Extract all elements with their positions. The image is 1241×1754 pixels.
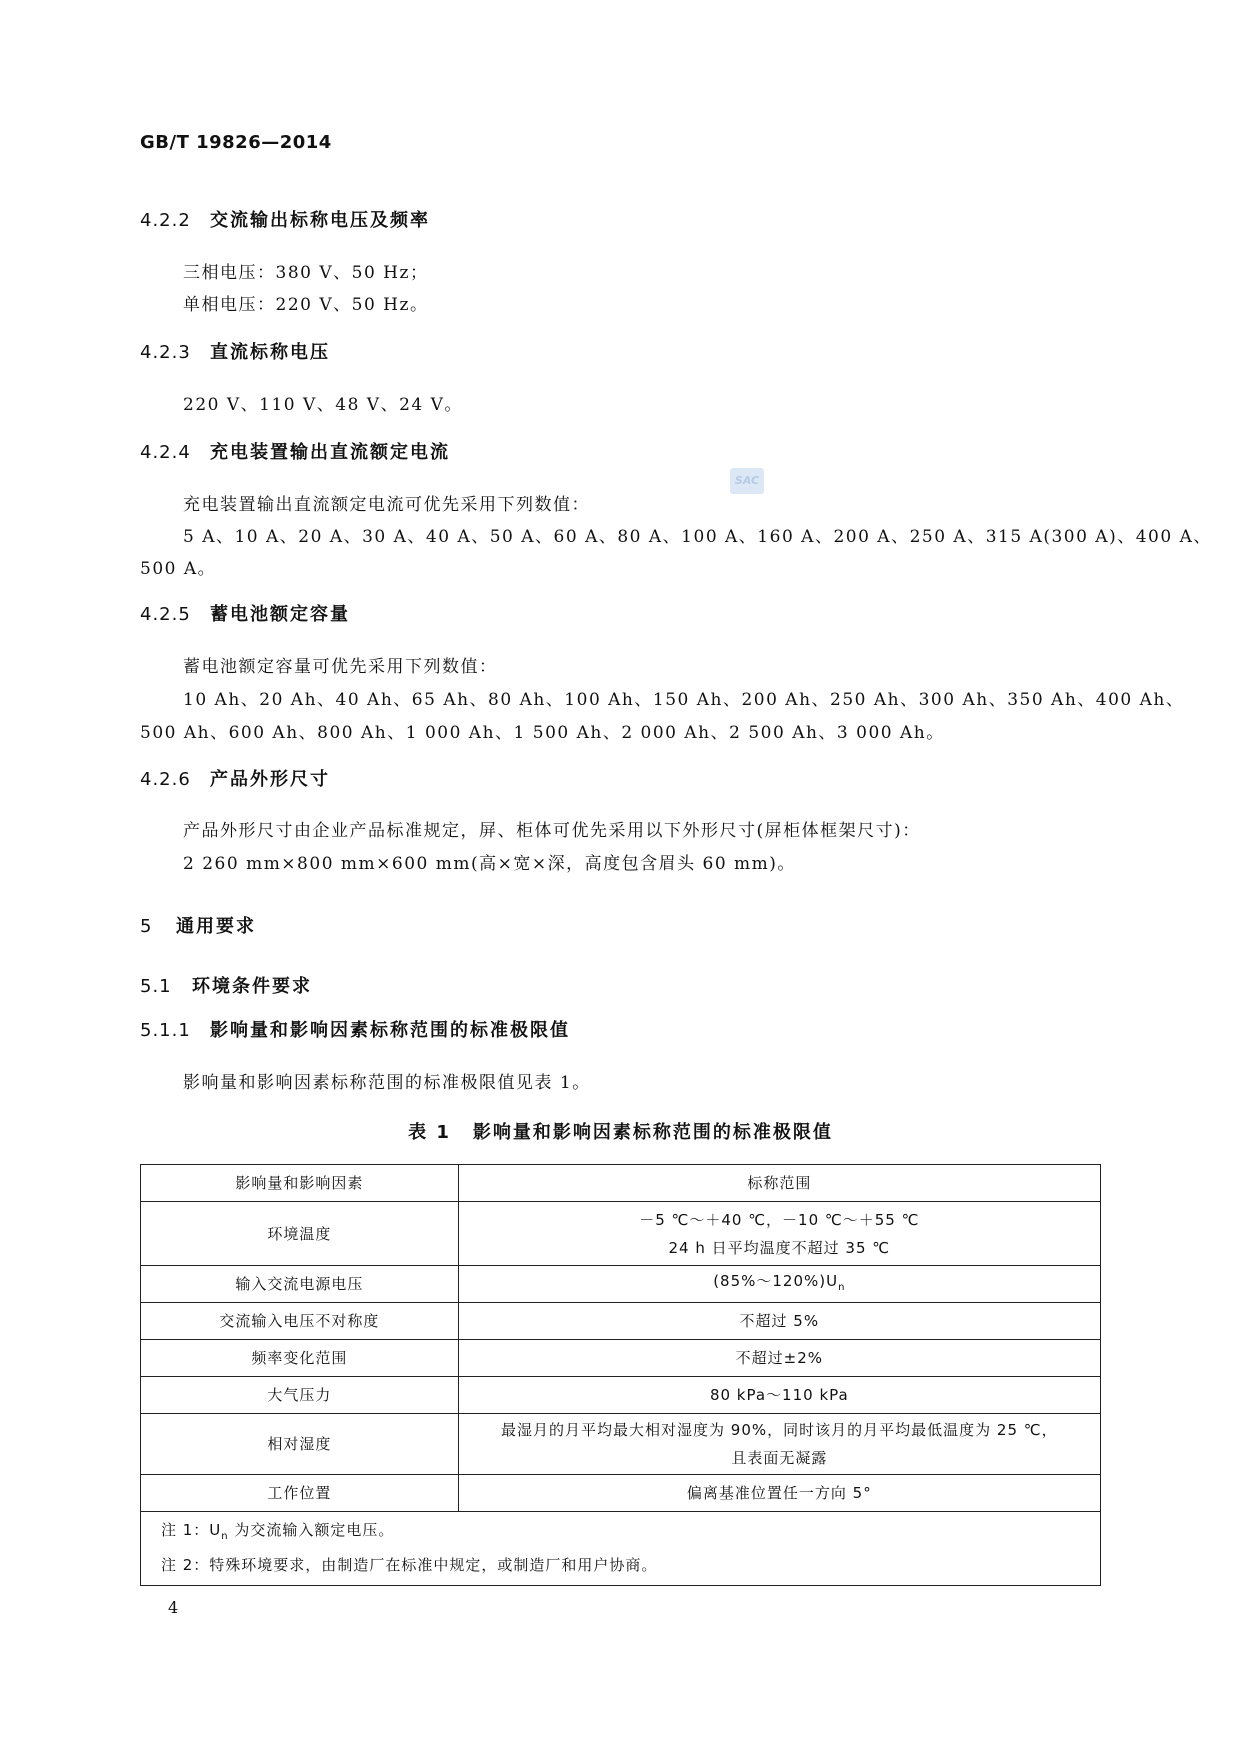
- table-row: [141, 1266, 1101, 1303]
- cell-factor: 输入交流电源电压: [141, 1266, 459, 1303]
- section-title: 环境条件要求: [192, 976, 312, 997]
- cell-range-text: (85%～120%)U: [713, 1271, 839, 1290]
- paragraph-dimensions-intro: 产品外形尺寸由企业产品标准规定，屏、柜体可优先采用以下外形尺寸(屏柜体框架尺寸)：: [183, 821, 921, 841]
- paragraph-rated-current-values-cont: 500 A。: [140, 559, 217, 579]
- cell-range-line: 最湿月的月平均最大相对湿度为 90%，同时该月的月平均最低温度为 25 ℃，: [501, 1421, 1058, 1439]
- heading-4-2-3: [140, 338, 330, 364]
- paragraph-single-phase-voltage: 单相电压：220 V、50 Hz。: [183, 295, 429, 315]
- section-title: 通用要求: [176, 916, 256, 937]
- table-caption-number: 表 1: [408, 1122, 451, 1143]
- heading-4-2-6: [140, 765, 330, 791]
- cell-factor: 频率变化范围: [141, 1340, 459, 1377]
- cell-range: 80 kPa～110 kPa: [458, 1377, 1100, 1414]
- cell-range: [458, 1266, 1100, 1303]
- cell-factor: 相对湿度: [141, 1414, 459, 1475]
- note-2: 注 2：特殊环境要求，由制造厂在标准中规定，或制造厂和用户协商。: [161, 1556, 658, 1574]
- section-number: 4.2.6: [140, 769, 191, 790]
- table-header-row: [141, 1165, 1101, 1202]
- cell-factor: 工作位置: [141, 1475, 459, 1512]
- table-row: [141, 1475, 1101, 1512]
- column-header-range: 标称范围: [458, 1165, 1100, 1202]
- heading-5: [140, 912, 256, 938]
- heading-5-1: [140, 972, 312, 998]
- section-number: 5: [140, 916, 153, 937]
- heading-4-2-4: [140, 438, 450, 464]
- cell-factor: 大气压力: [141, 1377, 459, 1414]
- table-row: [141, 1414, 1101, 1475]
- section-title: 蓄电池额定容量: [210, 604, 350, 625]
- section-number: 4.2.4: [140, 442, 191, 463]
- paragraph-rated-current-values: 5 A、10 A、20 A、30 A、40 A、50 A、60 A、80 A、100 A、160 A、200 A、250 A、315 A(300 A)、400 A、: [183, 527, 1212, 547]
- table-row: [141, 1202, 1101, 1266]
- section-title: 交流输出标称电压及频率: [210, 210, 430, 231]
- table-caption: [0, 1118, 1241, 1144]
- cell-range: [458, 1202, 1100, 1266]
- paragraph-battery-capacity-values-cont: 500 Ah、600 Ah、800 Ah、1 000 Ah、1 500 Ah、2 000 Ah、2 500 Ah、3 000 Ah。: [140, 723, 945, 743]
- table-caption-title: 影响量和影响因素标称范围的标准极限值: [472, 1122, 833, 1143]
- cell-range: 不超过 5%: [458, 1303, 1100, 1340]
- heading-5-1-1: [140, 1016, 570, 1042]
- cell-range-line: －5 ℃～＋40 ℃，－10 ℃～＋55 ℃: [639, 1210, 920, 1229]
- paragraph-three-phase-voltage: 三相电压：380 V、50 Hz；: [183, 263, 429, 283]
- heading-4-2-2: [140, 206, 430, 232]
- subscript-n: n: [838, 1281, 846, 1293]
- section-number: 4.2.5: [140, 604, 191, 625]
- cell-range: 不超过±2%: [458, 1340, 1100, 1377]
- section-title: 影响量和影响因素标称范围的标准极限值: [210, 1020, 570, 1041]
- note-1: 注 1：$U_n$ 为交流输入额定电压。: [161, 1521, 395, 1542]
- cell-range-line: 且表面无凝露: [731, 1449, 828, 1467]
- section-number: 4.2.2: [140, 210, 191, 231]
- page-number: 4: [168, 1598, 179, 1617]
- section-number: 5.1: [140, 976, 172, 997]
- section-title: 直流标称电压: [210, 342, 330, 363]
- table-row: [141, 1377, 1101, 1414]
- document-code: GB/T 19826—2014: [140, 132, 332, 153]
- section-title: 产品外形尺寸: [210, 769, 330, 790]
- paragraph-rated-current-intro: 充电装置输出直流额定电流可优先采用下列数值：: [183, 495, 590, 515]
- table-notes-row: [141, 1512, 1101, 1586]
- table-notes: [141, 1512, 1101, 1586]
- paragraph-battery-capacity-values: 10 Ah、20 Ah、40 Ah、65 Ah、80 Ah、100 Ah、150 Ah、200 Ah、250 Ah、300 Ah、350 Ah、400 Ah、: [183, 690, 1185, 710]
- heading-4-2-5: [140, 600, 350, 626]
- paragraph-dc-voltages: 220 V、110 V、48 V、24 V。: [183, 395, 463, 415]
- paragraph-dimensions-values: 2 260 mm×800 mm×600 mm(高×宽×深，高度包含眉头 60 mm)。: [183, 854, 796, 874]
- paragraph-battery-capacity-intro: 蓄电池额定容量可优先采用下列数值：: [183, 657, 498, 677]
- watermark-logo-icon: SAC: [730, 468, 764, 494]
- column-header-factor: 影响量和影响因素: [141, 1165, 459, 1202]
- table-row: [141, 1340, 1101, 1377]
- cell-factor: 环境温度: [141, 1202, 459, 1266]
- limits-table: [140, 1164, 1101, 1586]
- cell-range-line: 24 h 日平均温度不超过 35 ℃: [668, 1238, 891, 1257]
- table-row: [141, 1303, 1101, 1340]
- section-number: 5.1.1: [140, 1020, 191, 1041]
- section-title: 充电装置输出直流额定电流: [210, 442, 450, 463]
- paragraph-see-table-1: 影响量和影响因素标称范围的标准极限值见表 1。: [183, 1073, 591, 1093]
- cell-range: 偏离基准位置任一方向 5°: [458, 1475, 1100, 1512]
- section-number: 4.2.3: [140, 342, 191, 363]
- cell-range: [458, 1414, 1100, 1475]
- cell-factor: 交流输入电压不对称度: [141, 1303, 459, 1340]
